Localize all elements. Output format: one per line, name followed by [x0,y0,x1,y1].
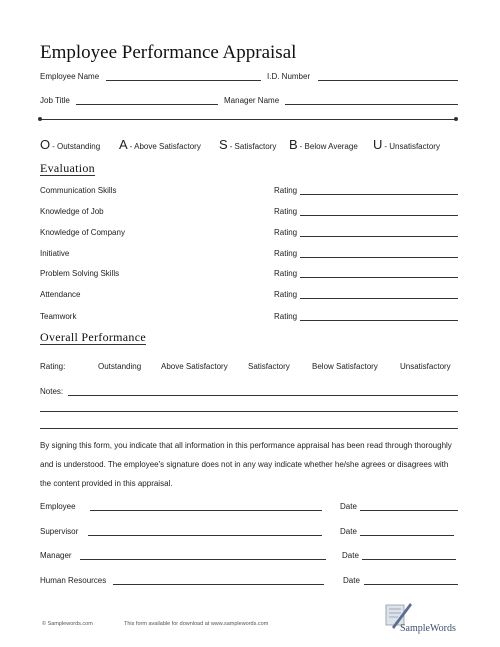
eval-item-label: Knowledge of Company [40,228,125,237]
rating-label: Rating [274,249,298,258]
signature-role-label: Employee [40,502,76,511]
manager-signature-field[interactable] [80,559,326,560]
disclaimer-text: By signing this form, you indicate that all information in this performance appraisal has been read through thoroughly and is understood. The employee's signature does not in any way indicate whether he/she agrees or disagrees with the content provided in this appraisal. [40,441,452,488]
overall-rating-label: Rating: [40,362,66,371]
page-title: Employee Performance Appraisal [40,42,297,63]
rating-label: Rating [274,290,298,299]
rating-field[interactable] [300,257,458,258]
eval-item-label: Communication Skills [40,186,117,195]
samplewords-logo [380,599,470,639]
date-label: Date [340,502,357,511]
job-title-field[interactable] [76,104,218,105]
signature-role-label: Manager [40,551,72,560]
employee-signature-field[interactable] [90,510,322,511]
rating-field[interactable] [300,298,458,299]
supervisor-signature-field[interactable] [88,535,322,536]
key-outstanding: O - Outstanding [40,137,101,152]
signature-role-label: Supervisor [40,527,79,536]
divider-line [41,119,455,120]
hr-signature-field[interactable] [113,584,324,585]
employee-name-field[interactable] [106,80,261,81]
notes-label: Notes: [40,387,64,396]
notes-line[interactable] [68,395,458,396]
logo-text: SampleWords [400,623,456,634]
id-number-field[interactable] [318,80,458,81]
footer-download-text: This form available for download at www.samplewords.com [124,621,269,627]
signature-role-label: Human Resources [40,576,107,585]
rating-field[interactable] [300,320,458,321]
id-number-label: I.D. Number [267,72,311,81]
date-label: Date [343,576,360,585]
rating-label: Rating [274,186,298,195]
notes-line[interactable] [40,411,458,412]
overall-option-unsatisfactory[interactable]: Unsatisfactory [400,362,451,371]
employee-name-label: Employee Name [40,72,100,81]
key-unsatisfactory: U - Unsatisfactory [373,137,440,152]
date-label: Date [340,527,357,536]
key-below-average: B - Below Average [289,137,358,152]
rating-label: Rating [274,207,298,216]
key-above-satisfactory: A - Above Satisfactory [119,137,201,152]
rating-label: Rating [274,312,298,321]
date-label: Date [342,551,359,560]
divider-dot-right [454,117,458,121]
rating-field[interactable] [300,277,458,278]
rating-field[interactable] [300,236,458,237]
eval-item-label: Knowledge of Job [40,207,104,216]
overall-option-satisfactory[interactable]: Satisfactory [248,362,290,371]
eval-item-label: Problem Solving Skills [40,269,120,278]
supervisor-date-field[interactable] [360,535,454,536]
manager-date-field[interactable] [362,559,456,560]
overall-option-above-satisfactory[interactable]: Above Satisfactory [161,362,228,371]
key-satisfactory: S - Satisfactory [219,137,277,152]
manager-name-label: Manager Name [224,96,280,105]
rating-field[interactable] [300,215,458,216]
employee-date-field[interactable] [360,510,458,511]
notes-line[interactable] [40,428,458,429]
job-title-label: Job Title [40,96,70,105]
rating-field[interactable] [300,194,458,195]
eval-item-label: Attendance [40,290,81,299]
rating-label: Rating [274,228,298,237]
eval-item-label: Teamwork [40,312,77,321]
overall-heading: Overall Performance [40,330,146,344]
eval-item-label: Initiative [40,249,70,258]
overall-option-outstanding[interactable]: Outstanding [98,362,142,371]
rating-label: Rating [274,269,298,278]
evaluation-heading: Evaluation [40,161,95,175]
manager-name-field[interactable] [285,104,458,105]
footer-copyright: © Samplewords.com [42,621,93,627]
hr-date-field[interactable] [364,584,458,585]
overall-option-below-satisfactory[interactable]: Below Satisfactory [312,362,378,371]
